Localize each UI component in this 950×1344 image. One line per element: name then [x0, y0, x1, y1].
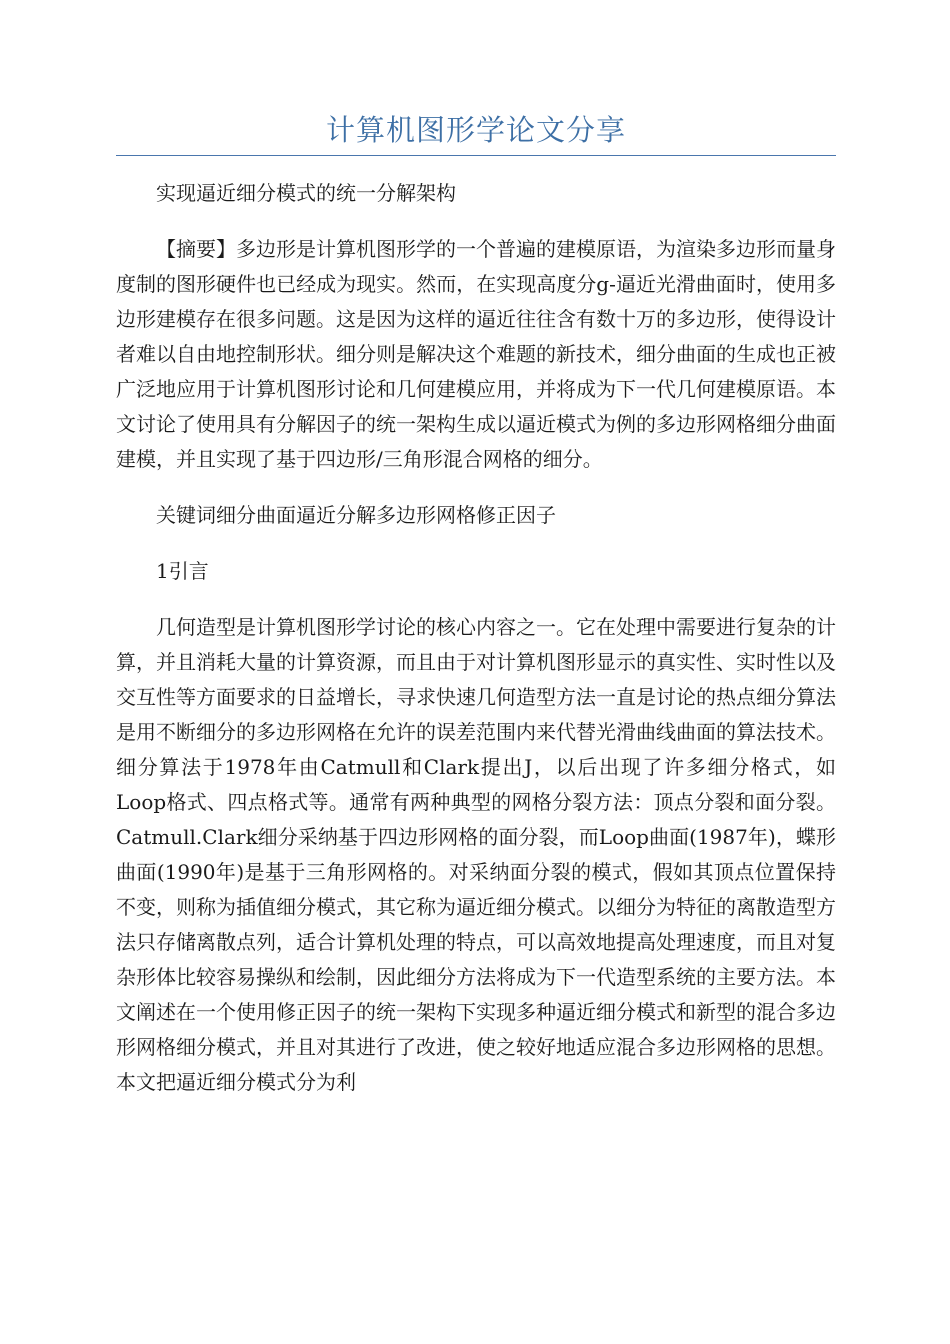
paper-subtitle: 实现逼近细分模式的统一分解架构 — [156, 181, 456, 205]
document-page — [116, 108, 836, 1121]
intro-paragraph: 几何造型是计算机图形学讨论的核心内容之一。它在处理中需要进行复杂的计算，并且消耗大量的计算资源，而且由于对计算机图形显示的真实性、实时性以及交互性等方面要求的日益增长，寻求快速几何造型方法一直是讨论的热点细分算法是用不断细分的多边形网格在允许的误差范围内来代替光滑曲线曲面的算法技术。细分算法于1978年由Catmull和Clark提出J，以后出现了许多细分格式，如Loop格式、四点格式等。通常有两种典型的网格分裂方法：顶点分裂和面分裂。Catmull.Clark细分采纳基于四边形网格的面分裂，而Loop曲面(1987年)，蝶形曲面(1990年)是基于三角形网格的。对采纳面分裂的模式，假如其顶点位置保持不变，则称为插值细分模式，其它称为逼近细分模式。以细分为特征的离散造型方法只存储离散点列，适合计算机处理的特点，可以高效地提高处理速度，而且对复杂形体比较容易操纵和绘制，因此细分方法将成为下一代造型系统的主要方法。本文阐述在一个使用修正因子的统一架构下实现多种逼近细分模式和新型的混合多边形网格细分模式，并且对其进行了改进，使之较好地适应混合多边形网格的思想。本文把逼近细分模式分为利 — [116, 615, 836, 1094]
abstract-paragraph: 【摘要】多边形是计算机图形学的一个普遍的建模原语，为渲染多边形而量身度制的图形硬件也已经成为现实。然而，在实现高度分g-逼近光滑曲面时，使用多边形建模存在很多问题。这是因为这样的逼近往往含有数十万的多边形，使得设计者难以自由地控制形状。细分则是解决这个难题的新技术，细分曲面的生成也正被广泛地应用于计算机图形讨论和几何建模应用，并将成为下一代几何建模原语。本文讨论了使用具有分解因子的统一架构生成以逼近模式为例的多边形网格细分曲面建模，并且实现了基于四边形/三角形混合网格的细分。 — [116, 237, 836, 471]
document-title: 计算机图形学论文分享 — [325, 113, 626, 147]
section-heading: 1引言 — [156, 559, 209, 583]
title-underline — [116, 155, 836, 156]
keywords-line: 关键词细分曲面逼近分解多边形网格修正因子 — [156, 503, 556, 527]
